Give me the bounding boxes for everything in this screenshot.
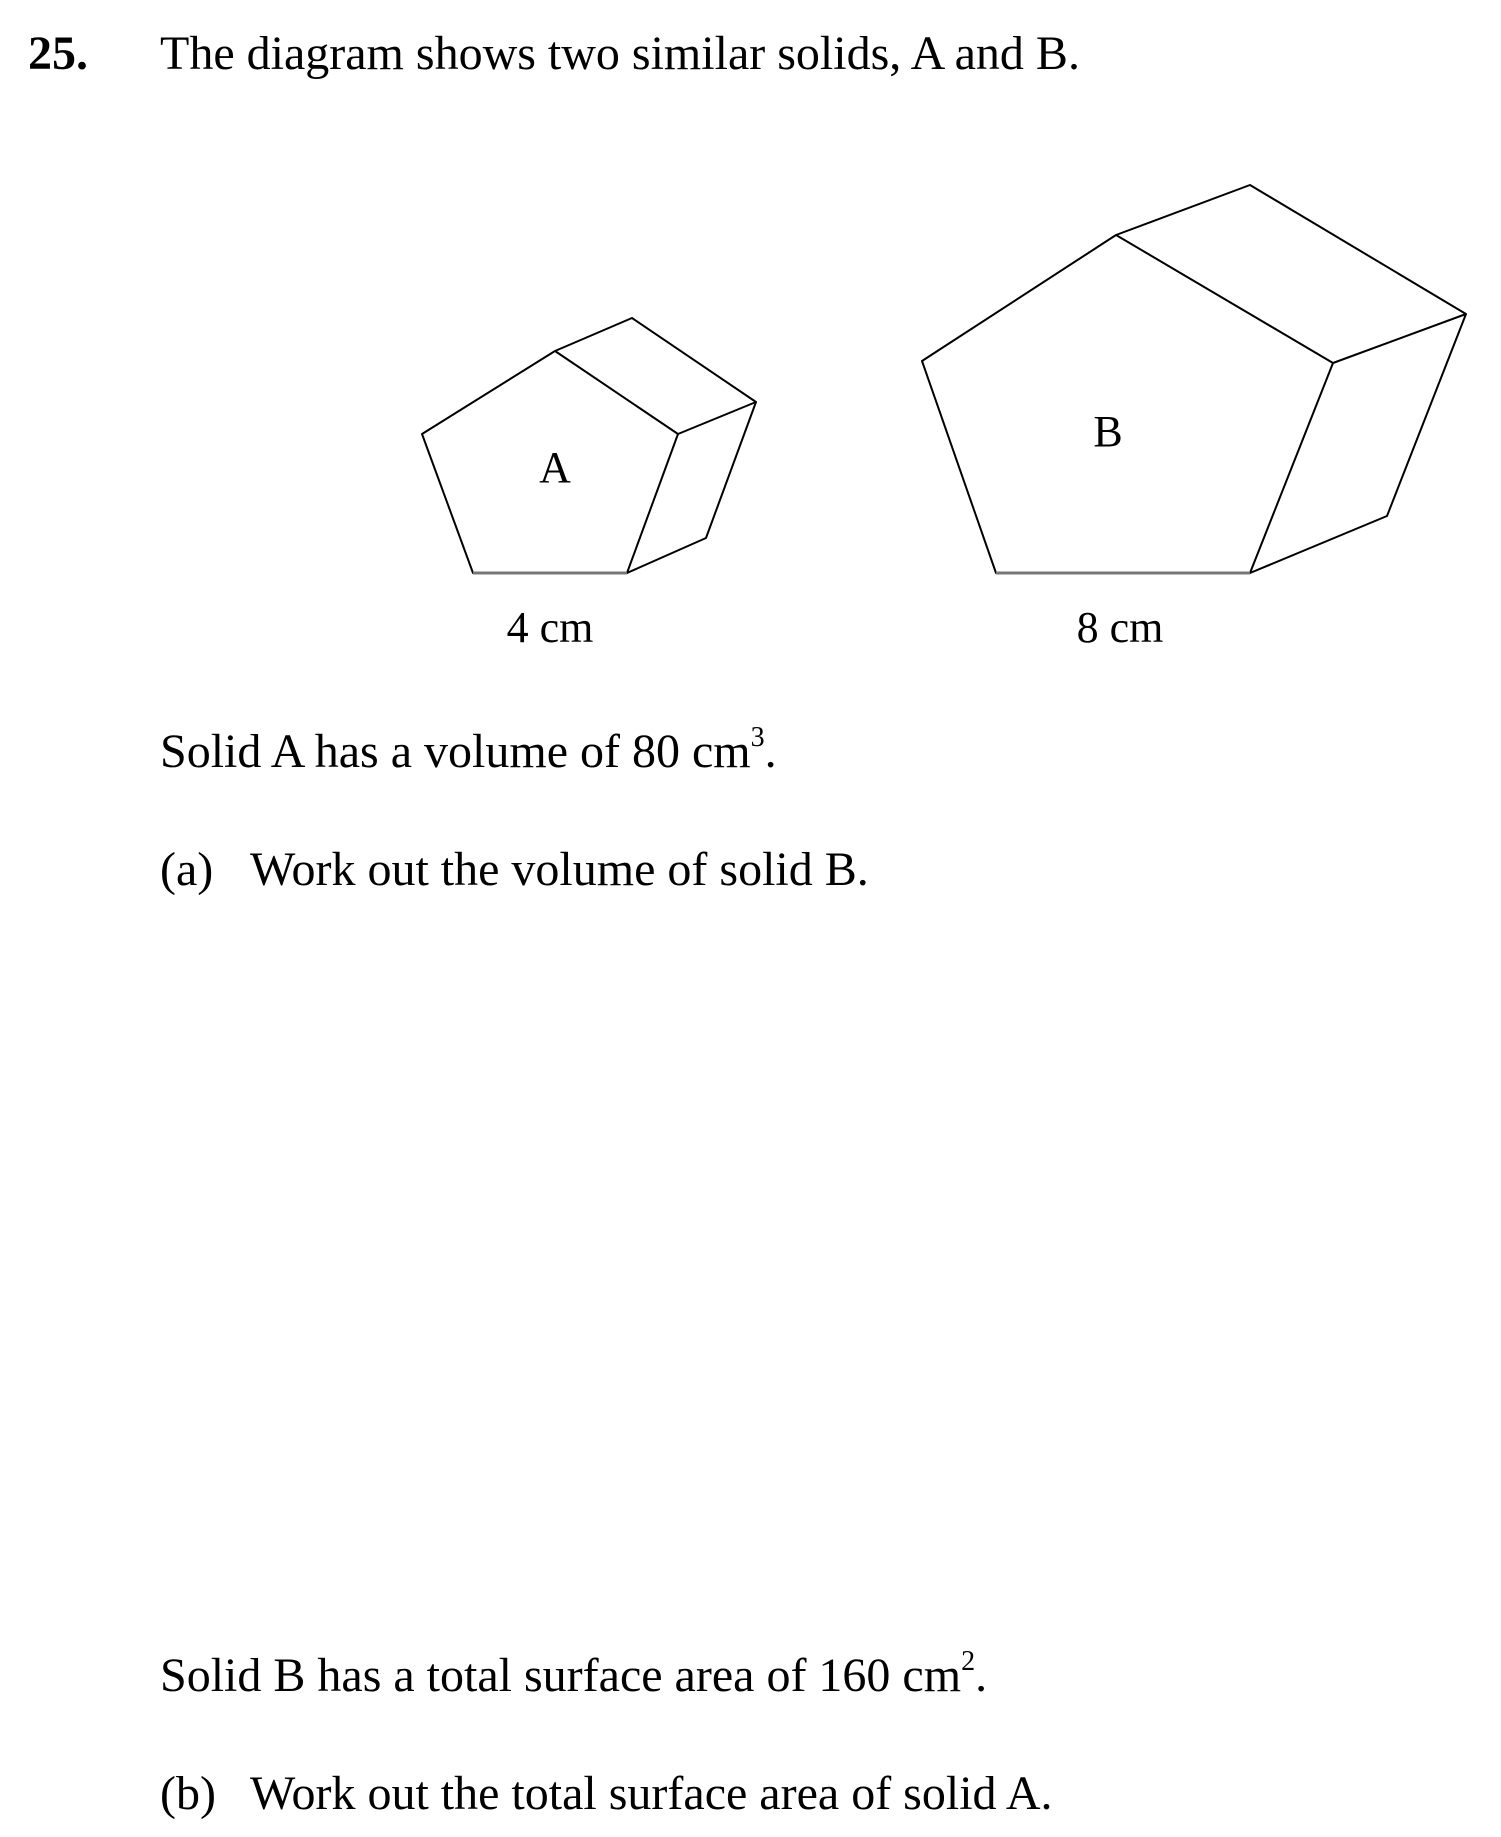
surface-area-statement [160, 1646, 988, 1702]
solid-a [422, 318, 756, 652]
part-b-text: Work out the total surface area of solid A. [250, 1767, 1053, 1820]
part-b-label: (b) [160, 1767, 216, 1820]
volume-statement-exponent: 3 [750, 722, 765, 753]
solid-b-side-edge [1333, 314, 1466, 363]
volume-statement [160, 722, 777, 778]
volume-statement-end: . [764, 725, 777, 778]
answer-space-a [160, 900, 1360, 1600]
solid-b-label: B [1093, 407, 1123, 456]
part-a [160, 843, 869, 896]
solid-b-front-face [922, 235, 1333, 573]
part-a-text: Work out the volume of solid B. [250, 843, 869, 896]
question-intro: The diagram shows two similar solids, A and B. [160, 27, 1080, 80]
volume-statement-text: Solid A has a volume of 80 cm [160, 725, 751, 778]
solid-a-base-label: 4 cm [506, 603, 594, 652]
solid-b-back-edges [1116, 185, 1466, 573]
similar-solids-diagram [0, 0, 1501, 700]
part-b [160, 1767, 1053, 1820]
surface-area-statement-end: . [975, 1649, 988, 1702]
solid-a-label: A [539, 443, 571, 492]
part-a-label: (a) [160, 843, 214, 896]
surface-area-statement-text: Solid B has a total surface area of 160 cm [160, 1649, 962, 1702]
solid-a-back-edges [555, 318, 756, 573]
surface-area-statement-exponent: 2 [961, 1646, 976, 1677]
solid-a-side-edge [678, 402, 756, 434]
solid-b-base-label: 8 cm [1076, 603, 1164, 652]
question-number: 25. [28, 27, 88, 80]
solid-b [922, 185, 1466, 652]
